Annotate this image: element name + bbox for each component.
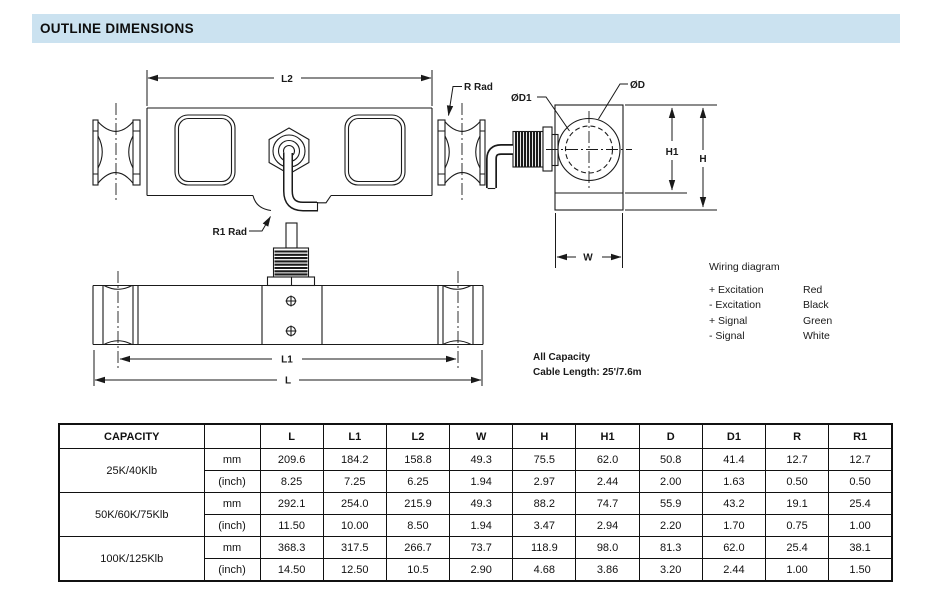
side-view <box>93 70 493 238</box>
capacity-cell: 25K/40Klb <box>59 449 204 493</box>
value-cell: 368.3 <box>260 537 323 559</box>
dim-label-h1: H1 <box>665 147 679 158</box>
dim-label-l1: L1 <box>281 354 293 366</box>
value-cell: 25.4 <box>766 537 829 559</box>
wiring-title: Wiring diagram <box>709 261 780 273</box>
table-row <box>59 493 892 515</box>
wiring-diagram <box>709 260 832 345</box>
value-cell: 73.7 <box>450 537 513 559</box>
dim-label-r-rad: R Rad <box>464 82 493 93</box>
value-cell: 3.47 <box>513 515 576 537</box>
value-cell: 98.0 <box>576 537 639 559</box>
wiring-terminal: - Signal <box>709 330 745 342</box>
column-header: H <box>513 424 576 449</box>
value-cell: 8.25 <box>260 471 323 493</box>
value-cell: 43.2 <box>702 493 765 515</box>
column-header: R <box>766 424 829 449</box>
dim-label-d1: ØD1 <box>511 93 532 104</box>
table-header <box>59 424 892 449</box>
unit-cell: (inch) <box>204 559 260 582</box>
table-row <box>59 537 892 559</box>
capacity-cell: 50K/60K/75Klb <box>59 493 204 537</box>
end-view <box>488 80 717 268</box>
value-cell: 3.20 <box>639 559 702 582</box>
unit-cell: mm <box>204 537 260 559</box>
value-cell: 74.7 <box>576 493 639 515</box>
value-cell: 11.50 <box>260 515 323 537</box>
value-cell: 1.94 <box>450 471 513 493</box>
value-cell: 1.00 <box>766 559 829 582</box>
column-header: D1 <box>702 424 765 449</box>
unit-cell: (inch) <box>204 515 260 537</box>
value-cell: 158.8 <box>386 449 449 471</box>
wiring-row <box>709 314 832 330</box>
value-cell: 2.97 <box>513 471 576 493</box>
value-cell: 2.44 <box>702 559 765 582</box>
cable-note-line1: All Capacity <box>533 352 591 363</box>
value-cell: 0.75 <box>766 515 829 537</box>
value-cell: 215.9 <box>386 493 449 515</box>
unit-cell: mm <box>204 449 260 471</box>
value-cell: 88.2 <box>513 493 576 515</box>
dim-label-l: L <box>284 375 292 387</box>
value-cell: 12.7 <box>766 449 829 471</box>
section-title: OUTLINE DIMENSIONS <box>40 21 194 36</box>
value-cell: 184.2 <box>323 449 386 471</box>
value-cell: 19.1 <box>766 493 829 515</box>
value-cell: 25.4 <box>829 493 892 515</box>
column-header: R1 <box>829 424 892 449</box>
value-cell: 292.1 <box>260 493 323 515</box>
wiring-terminal: - Excitation <box>709 299 761 311</box>
value-cell: 1.70 <box>702 515 765 537</box>
value-cell: 14.50 <box>260 559 323 582</box>
value-cell: 1.50 <box>829 559 892 582</box>
wiring-color: Black <box>803 299 829 311</box>
cable-note <box>533 350 642 380</box>
value-cell: 0.50 <box>766 471 829 493</box>
column-header: L2 <box>386 424 449 449</box>
value-cell: 1.94 <box>450 515 513 537</box>
column-header: L <box>260 424 323 449</box>
value-cell: 10.5 <box>386 559 449 582</box>
column-header: H1 <box>576 424 639 449</box>
wiring-color: Green <box>803 314 833 327</box>
wiring-terminal: + Excitation <box>709 283 764 296</box>
unit-cell: mm <box>204 493 260 515</box>
value-cell: 12.50 <box>323 559 386 582</box>
value-cell: 209.6 <box>260 449 323 471</box>
value-cell: 2.44 <box>576 471 639 493</box>
value-cell: 10.00 <box>323 515 386 537</box>
cable-note-line2: Cable Length: 25'/7.6m <box>533 367 642 378</box>
value-cell: 0.50 <box>829 471 892 493</box>
value-cell: 4.68 <box>513 559 576 582</box>
column-header <box>204 424 260 449</box>
plan-view <box>93 223 483 387</box>
value-cell: 49.3 <box>450 493 513 515</box>
column-header: CAPACITY <box>59 424 204 449</box>
column-header: W <box>450 424 513 449</box>
capacity-cell: 100K/125Klb <box>59 537 204 582</box>
value-cell: 266.7 <box>386 537 449 559</box>
value-cell: 41.4 <box>702 449 765 471</box>
value-cell: 81.3 <box>639 537 702 559</box>
dim-label-r1-rad: R1 Rad <box>212 227 247 238</box>
wiring-color: Red <box>803 283 823 296</box>
wiring-row <box>709 283 832 299</box>
dim-label-d: ØD <box>630 80 645 91</box>
value-cell: 254.0 <box>323 493 386 515</box>
dimensions-table <box>58 423 893 582</box>
column-header: D <box>639 424 702 449</box>
unit-cell: (inch) <box>204 471 260 493</box>
value-cell: 62.0 <box>702 537 765 559</box>
value-cell: 317.5 <box>323 537 386 559</box>
value-cell: 8.50 <box>386 515 449 537</box>
wiring-row <box>709 329 832 345</box>
dimensions-table-grid <box>58 423 893 582</box>
value-cell: 62.0 <box>576 449 639 471</box>
value-cell: 2.20 <box>639 515 702 537</box>
value-cell: 55.9 <box>639 493 702 515</box>
value-cell: 3.86 <box>576 559 639 582</box>
dim-label-w: W <box>583 252 593 264</box>
column-header: L1 <box>323 424 386 449</box>
value-cell: 38.1 <box>829 537 892 559</box>
value-cell: 12.7 <box>829 449 892 471</box>
value-cell: 7.25 <box>323 471 386 493</box>
wiring-row <box>709 298 832 314</box>
dim-label-h: H <box>699 154 707 165</box>
value-cell: 2.94 <box>576 515 639 537</box>
value-cell: 118.9 <box>513 537 576 559</box>
value-cell: 50.8 <box>639 449 702 471</box>
value-cell: 2.90 <box>450 559 513 582</box>
wiring-color: White <box>803 330 830 342</box>
value-cell: 1.00 <box>829 515 892 537</box>
value-cell: 1.63 <box>702 471 765 493</box>
value-cell: 49.3 <box>450 449 513 471</box>
value-cell: 2.00 <box>639 471 702 493</box>
value-cell: 6.25 <box>386 471 449 493</box>
dim-label-l2: L2 <box>281 74 293 85</box>
wiring-terminal: + Signal <box>709 314 748 327</box>
value-cell: 75.5 <box>513 449 576 471</box>
table-row <box>59 449 892 471</box>
